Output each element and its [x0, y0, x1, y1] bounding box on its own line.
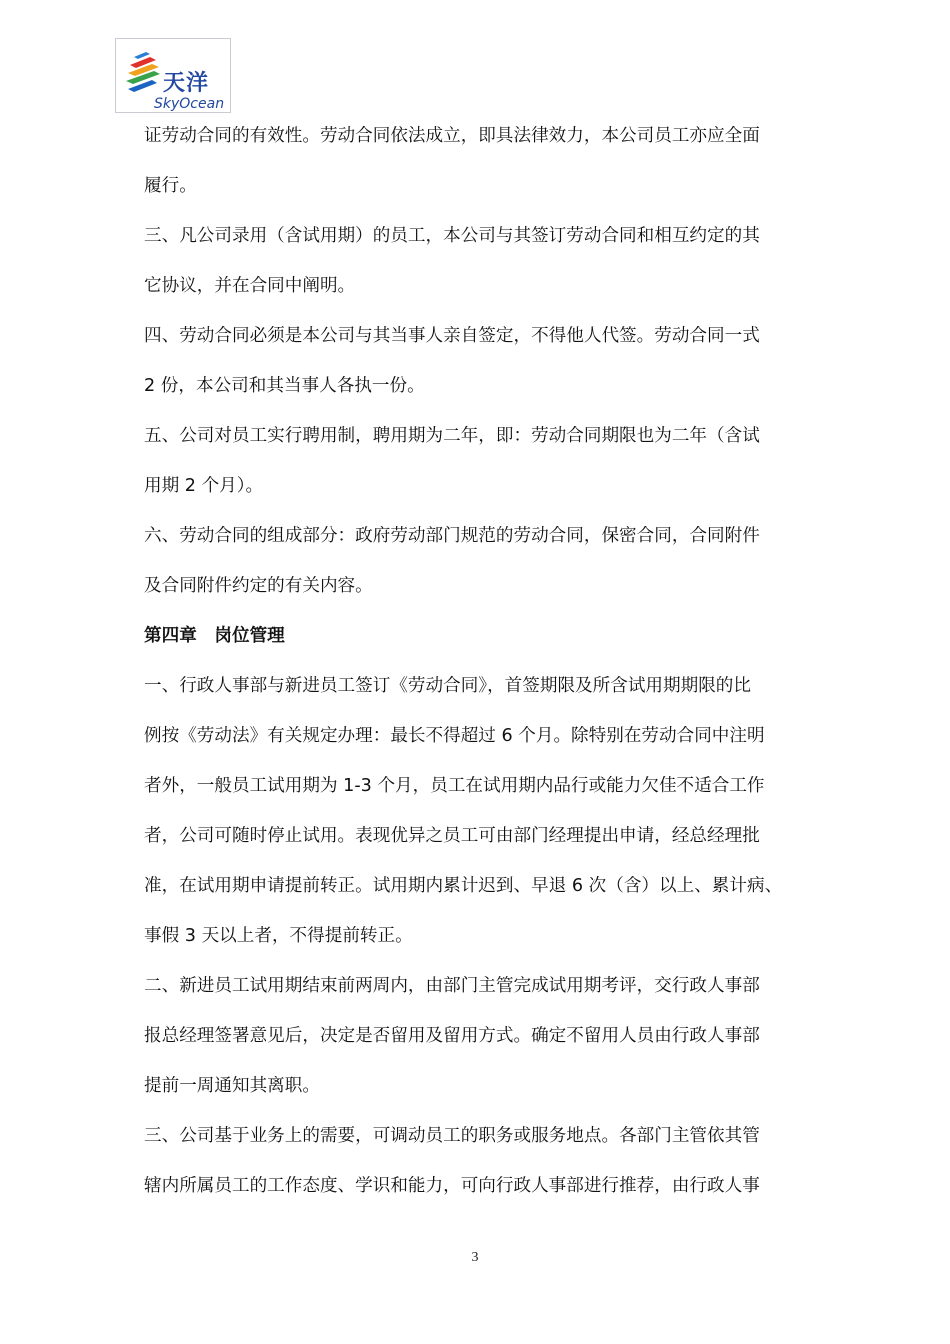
text-line: 一、行政人事部与新进员工签订《劳动合同》，首签期限及所含试用期期限的比	[144, 676, 751, 696]
text-line: 二、新进员工试用期结束前两周内，由部门主管完成试用期考评，交行政人事部	[144, 976, 760, 996]
text-line: 用期 2 个月）。	[144, 476, 264, 496]
text-line: 五、公司对员工实行聘用制，聘用期为二年，即：劳动合同期限也为二年（含试	[144, 426, 760, 446]
page-number: 3	[471, 1250, 479, 1265]
text-line: 报总经理签署意见后，决定是否留用及留用方式。确定不留用人员由行政人事部	[144, 1026, 760, 1046]
text-line: 证劳动合同的有效性。劳动合同依法成立，即具法律效力，本公司员工亦应全面	[144, 126, 760, 146]
text-line: 三、凡公司录用（含试用期）的员工，本公司与其签订劳动合同和相互约定的其	[144, 226, 760, 246]
text-line: 事假 3 天以上者，不得提前转正。	[144, 926, 413, 946]
text-line: 准，在试用期申请提前转正。试用期内累计迟到、早退 6 次（含）以上、累计病、	[144, 876, 783, 896]
document-body	[144, 111, 808, 1211]
text-line: 三、公司基于业务上的需要，可调动员工的职务或服务地点。各部门主管依其管	[144, 1126, 760, 1146]
text-line: 它协议，并在合同中阐明。	[144, 276, 356, 296]
text-line: 例按《劳动法》有关规定办理：最长不得超过 6 个月。除特别在劳动合同中注明	[144, 726, 765, 746]
company-logo	[115, 38, 231, 113]
logo-chinese-text: 天洋	[163, 71, 210, 96]
text-line: 提前一周通知其离职。	[144, 1076, 320, 1096]
text-line: 及合同附件约定的有关内容。	[144, 576, 373, 596]
logo-english-text: SkyOcean	[154, 96, 225, 112]
text-line: 辖内所属员工的工作态度、学识和能力，可向行政人事部进行推荐，由行政人事	[144, 1176, 760, 1196]
text-line: 六、劳动合同的组成部分：政府劳动部门规范的劳动合同，保密合同，合同附件	[144, 526, 760, 546]
chapter-heading: 第四章 岗位管理	[144, 626, 285, 646]
text-line: 四、劳动合同必须是本公司与其当事人亲自签定，不得他人代签。劳动合同一式	[144, 326, 760, 346]
text-line: 者外，一般员工试用期为 1-3 个月，员工在试用期内品行或能力欠佳不适合工作	[144, 776, 765, 796]
text-line: 者，公司可随时停止试用。表现优异之员工可由部门经理提出申请，经总经理批	[144, 826, 760, 846]
text-line: 2 份，本公司和其当事人各执一份。	[144, 376, 425, 396]
text-line: 履行。	[144, 176, 197, 196]
